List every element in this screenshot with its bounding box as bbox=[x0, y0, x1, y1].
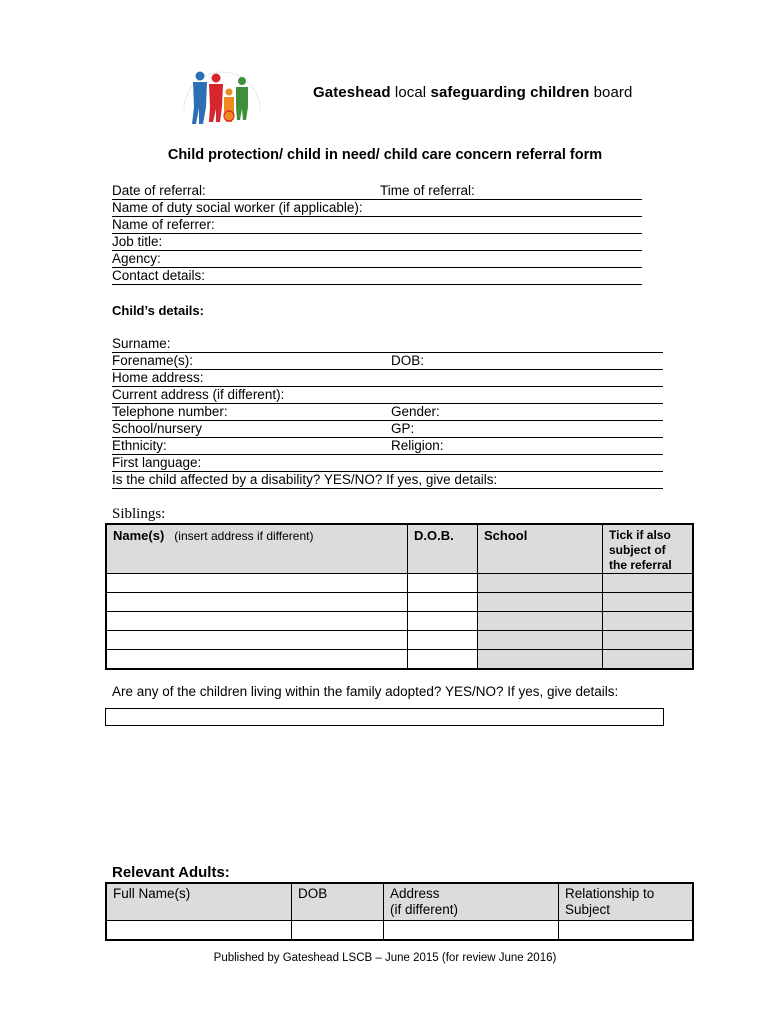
siblings-col-dob bbox=[408, 524, 478, 574]
table-row bbox=[106, 650, 693, 670]
adult-relationship-cell[interactable] bbox=[559, 921, 694, 941]
current-address-label: Current address (if different): bbox=[112, 387, 285, 402]
sibling-tick-cell[interactable] bbox=[603, 650, 694, 670]
disability-field[interactable] bbox=[112, 471, 663, 489]
gender-label: Gender: bbox=[391, 404, 440, 419]
name-of-referrer-label: Name of referrer: bbox=[112, 217, 215, 232]
adults-col-address bbox=[384, 883, 559, 921]
siblings-header-row bbox=[106, 524, 693, 574]
table-row bbox=[106, 574, 693, 593]
job-title-field[interactable] bbox=[112, 233, 642, 251]
siblings-label: Siblings: bbox=[112, 506, 166, 522]
siblings-col-dob-label: D.O.B. bbox=[414, 528, 454, 543]
adults-header-row bbox=[106, 883, 693, 921]
first-language-field[interactable] bbox=[112, 454, 663, 472]
adults-col-relationship bbox=[559, 883, 694, 921]
home-address-label: Home address: bbox=[112, 370, 204, 385]
siblings-col-names bbox=[106, 524, 408, 574]
adult-dob-cell[interactable] bbox=[292, 921, 384, 941]
adults-col-relationship-line2: Subject bbox=[565, 902, 611, 917]
siblings-col-names-note: (insert address if different) bbox=[174, 529, 314, 543]
sibling-name-cell[interactable] bbox=[106, 612, 408, 631]
siblings-col-tick-line2: subject of bbox=[609, 543, 666, 557]
agency-field[interactable] bbox=[112, 250, 642, 268]
agency-label: Agency: bbox=[112, 251, 161, 266]
contact-details-field[interactable] bbox=[112, 267, 642, 285]
forenames-field[interactable] bbox=[112, 352, 663, 370]
adult-name-cell[interactable] bbox=[106, 921, 292, 941]
duty-social-worker-label: Name of duty social worker (if applicable): bbox=[112, 200, 363, 215]
current-address-field[interactable] bbox=[112, 386, 663, 404]
board-name-part3: safeguarding children bbox=[430, 84, 590, 101]
siblings-col-school bbox=[478, 524, 603, 574]
table-row bbox=[106, 921, 693, 941]
adults-col-relationship-line1: Relationship to bbox=[565, 886, 655, 901]
siblings-col-school-label: School bbox=[484, 528, 528, 543]
sibling-dob-cell[interactable] bbox=[408, 593, 478, 612]
duty-social-worker-field[interactable] bbox=[112, 199, 642, 217]
sibling-dob-cell[interactable] bbox=[408, 574, 478, 593]
ethnicity-label: Ethnicity: bbox=[112, 438, 167, 453]
telephone-field[interactable] bbox=[112, 403, 663, 421]
job-title-label: Job title: bbox=[112, 234, 163, 249]
surname-label: Surname: bbox=[112, 336, 171, 351]
table-row bbox=[106, 631, 693, 650]
siblings-col-tick bbox=[603, 524, 694, 574]
form-title: Child protection/ child in need/ child care concern referral form bbox=[167, 147, 603, 163]
sibling-dob-cell[interactable] bbox=[408, 631, 478, 650]
religion-label: Religion: bbox=[391, 438, 444, 453]
adults-col-full-names bbox=[106, 883, 292, 921]
sibling-dob-cell[interactable] bbox=[408, 612, 478, 631]
logo-figures-icon bbox=[172, 52, 272, 132]
forenames-label: Forename(s): bbox=[112, 353, 194, 368]
adults-col-full-names-label: Full Name(s) bbox=[113, 886, 191, 901]
table-row bbox=[106, 593, 693, 612]
siblings-table bbox=[105, 523, 694, 670]
name-of-referrer-field[interactable] bbox=[112, 216, 642, 234]
sibling-tick-cell[interactable] bbox=[603, 612, 694, 631]
footer-text: Published by Gateshead LSCB – June 2015 (for review June 2016) bbox=[213, 952, 557, 964]
school-field[interactable] bbox=[112, 420, 663, 438]
sibling-dob-cell[interactable] bbox=[408, 650, 478, 670]
table-row bbox=[106, 612, 693, 631]
sibling-school-cell[interactable] bbox=[478, 631, 603, 650]
siblings-col-tick-line3: the referral bbox=[609, 558, 672, 572]
lscb-logo bbox=[172, 52, 272, 132]
first-language-label: First language: bbox=[112, 455, 202, 470]
sibling-tick-cell[interactable] bbox=[603, 631, 694, 650]
school-label: School/nursery bbox=[112, 421, 203, 436]
relevant-adults-table bbox=[105, 882, 694, 941]
relevant-adults-heading: Relevant Adults: bbox=[112, 864, 230, 881]
childs-details-heading: Child’s details: bbox=[112, 303, 204, 318]
sibling-school-cell[interactable] bbox=[478, 612, 603, 631]
adopted-details-box[interactable] bbox=[105, 708, 664, 726]
siblings-col-tick-line1: Tick if also bbox=[609, 528, 671, 542]
siblings-col-names-label: Name(s) bbox=[113, 528, 165, 543]
board-name bbox=[313, 84, 632, 101]
telephone-label: Telephone number: bbox=[112, 404, 228, 419]
dob-label: DOB: bbox=[391, 353, 425, 368]
board-name-part2: local bbox=[394, 84, 427, 101]
board-name-part4: board bbox=[593, 84, 633, 101]
adults-col-dob bbox=[292, 883, 384, 921]
sibling-tick-cell[interactable] bbox=[603, 593, 694, 612]
sibling-name-cell[interactable] bbox=[106, 593, 408, 612]
sibling-school-cell[interactable] bbox=[478, 574, 603, 593]
time-of-referral-label: Time of referral: bbox=[380, 183, 475, 198]
surname-field[interactable] bbox=[112, 335, 663, 353]
adults-col-address-line1: Address bbox=[390, 886, 440, 901]
sibling-name-cell[interactable] bbox=[106, 574, 408, 593]
adults-col-dob-label: DOB bbox=[298, 886, 328, 901]
sibling-school-cell[interactable] bbox=[478, 593, 603, 612]
sibling-name-cell[interactable] bbox=[106, 650, 408, 670]
adults-col-address-line2: (if different) bbox=[390, 902, 459, 917]
adult-address-cell[interactable] bbox=[384, 921, 559, 941]
adopted-question: Are any of the children living within the family adopted? YES/NO? If yes, give details: bbox=[112, 684, 619, 699]
gp-label: GP: bbox=[391, 421, 415, 436]
date-of-referral-label: Date of referral: bbox=[112, 183, 206, 198]
sibling-school-cell[interactable] bbox=[478, 650, 603, 670]
sibling-name-cell[interactable] bbox=[106, 631, 408, 650]
board-name-part1: Gateshead bbox=[313, 84, 391, 101]
home-address-field[interactable] bbox=[112, 369, 663, 387]
ethnicity-field[interactable] bbox=[112, 437, 663, 455]
sibling-tick-cell[interactable] bbox=[603, 574, 694, 593]
disability-label: Is the child affected by a disability? YES/NO? If yes, give details: bbox=[112, 472, 498, 487]
contact-details-label: Contact details: bbox=[112, 268, 206, 283]
date-of-referral-field[interactable] bbox=[112, 182, 642, 200]
